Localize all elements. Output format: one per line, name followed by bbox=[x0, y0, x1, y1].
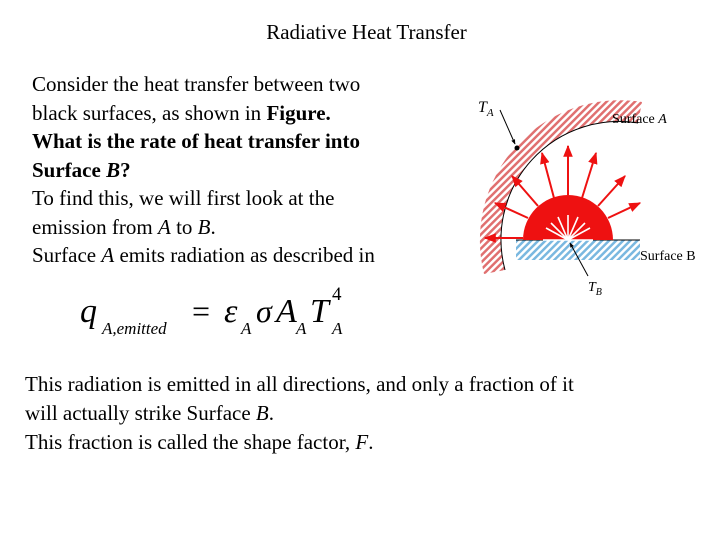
intro-line-6-mid: to bbox=[170, 214, 198, 239]
intro-line-7-end: emits radiation as described in bbox=[114, 243, 375, 267]
bottom-line-1: This radiation is emitted in all directions, and only a fraction of it bbox=[25, 372, 574, 396]
eq-q: q bbox=[80, 293, 97, 330]
intro-line-2 bbox=[32, 99, 442, 128]
intro-paragraph bbox=[32, 70, 442, 270]
eq-epsilon: ε bbox=[224, 293, 238, 330]
eq-q-subscript: A,emitted bbox=[102, 319, 167, 338]
ta-pointer bbox=[500, 110, 515, 144]
surface-b-letter: B bbox=[106, 157, 121, 182]
surface-b-letter-2: B bbox=[197, 214, 211, 239]
radiation-diagram bbox=[470, 88, 715, 303]
slide-title: Radiative Heat Transfer bbox=[266, 20, 467, 44]
eq-epsilon-subscript: A bbox=[241, 319, 252, 338]
intro-line-6 bbox=[32, 213, 442, 242]
intro-line-7 bbox=[32, 241, 442, 270]
intro-line-1: Consider the heat transfer between two bbox=[32, 72, 361, 96]
eq-area: A bbox=[276, 293, 297, 330]
surface-a-label: Surface A bbox=[612, 112, 667, 127]
bottom-line-3 bbox=[25, 428, 705, 457]
surface-b-label: Surface B bbox=[640, 249, 696, 264]
intro-line-4-text: Surface bbox=[32, 157, 107, 182]
intro-line-7-text: Surface bbox=[32, 243, 102, 267]
shape-factor-paragraph bbox=[25, 370, 705, 457]
emission-equation bbox=[78, 286, 368, 346]
bottom-line-2-end: . bbox=[268, 401, 274, 425]
intro-line-2-text: black surfaces, as shown in bbox=[32, 100, 267, 125]
bottom-line-2 bbox=[25, 399, 705, 428]
shape-factor-letter: F bbox=[355, 430, 369, 454]
figure-reference: Figure. bbox=[266, 100, 331, 125]
intro-line-3: What is the rate of heat transfer into bbox=[32, 129, 360, 153]
eq-equals: = bbox=[192, 293, 211, 329]
tb-label: $T_B$ bbox=[588, 280, 602, 298]
bottom-line-3-end: . bbox=[368, 430, 374, 454]
intro-line-4 bbox=[32, 156, 442, 185]
intro-line-5: To find this, we will first look at the bbox=[32, 186, 335, 210]
bottom-line-3-text: This fraction is called the shape factor, bbox=[25, 430, 356, 454]
intro-line-6-end: . bbox=[210, 214, 216, 239]
eq-temp-exponent: 4 bbox=[332, 286, 342, 305]
surface-a-letter-2: A bbox=[101, 243, 115, 267]
eq-temp-subscript: A bbox=[332, 319, 343, 338]
bottom-line-2-text: will actually strike Surface bbox=[25, 401, 256, 425]
ta-label: $T_A$ bbox=[478, 99, 494, 119]
eq-sigma: σ bbox=[256, 293, 272, 329]
intro-line-6-text: emission from bbox=[32, 214, 158, 239]
eq-temp: T bbox=[310, 293, 329, 330]
surface-a-letter: A bbox=[158, 214, 171, 239]
intro-line-4-end: ? bbox=[120, 157, 131, 182]
eq-area-subscript: A bbox=[296, 319, 307, 338]
surface-a-point bbox=[515, 146, 520, 151]
surface-b-letter-3: B bbox=[255, 401, 269, 425]
